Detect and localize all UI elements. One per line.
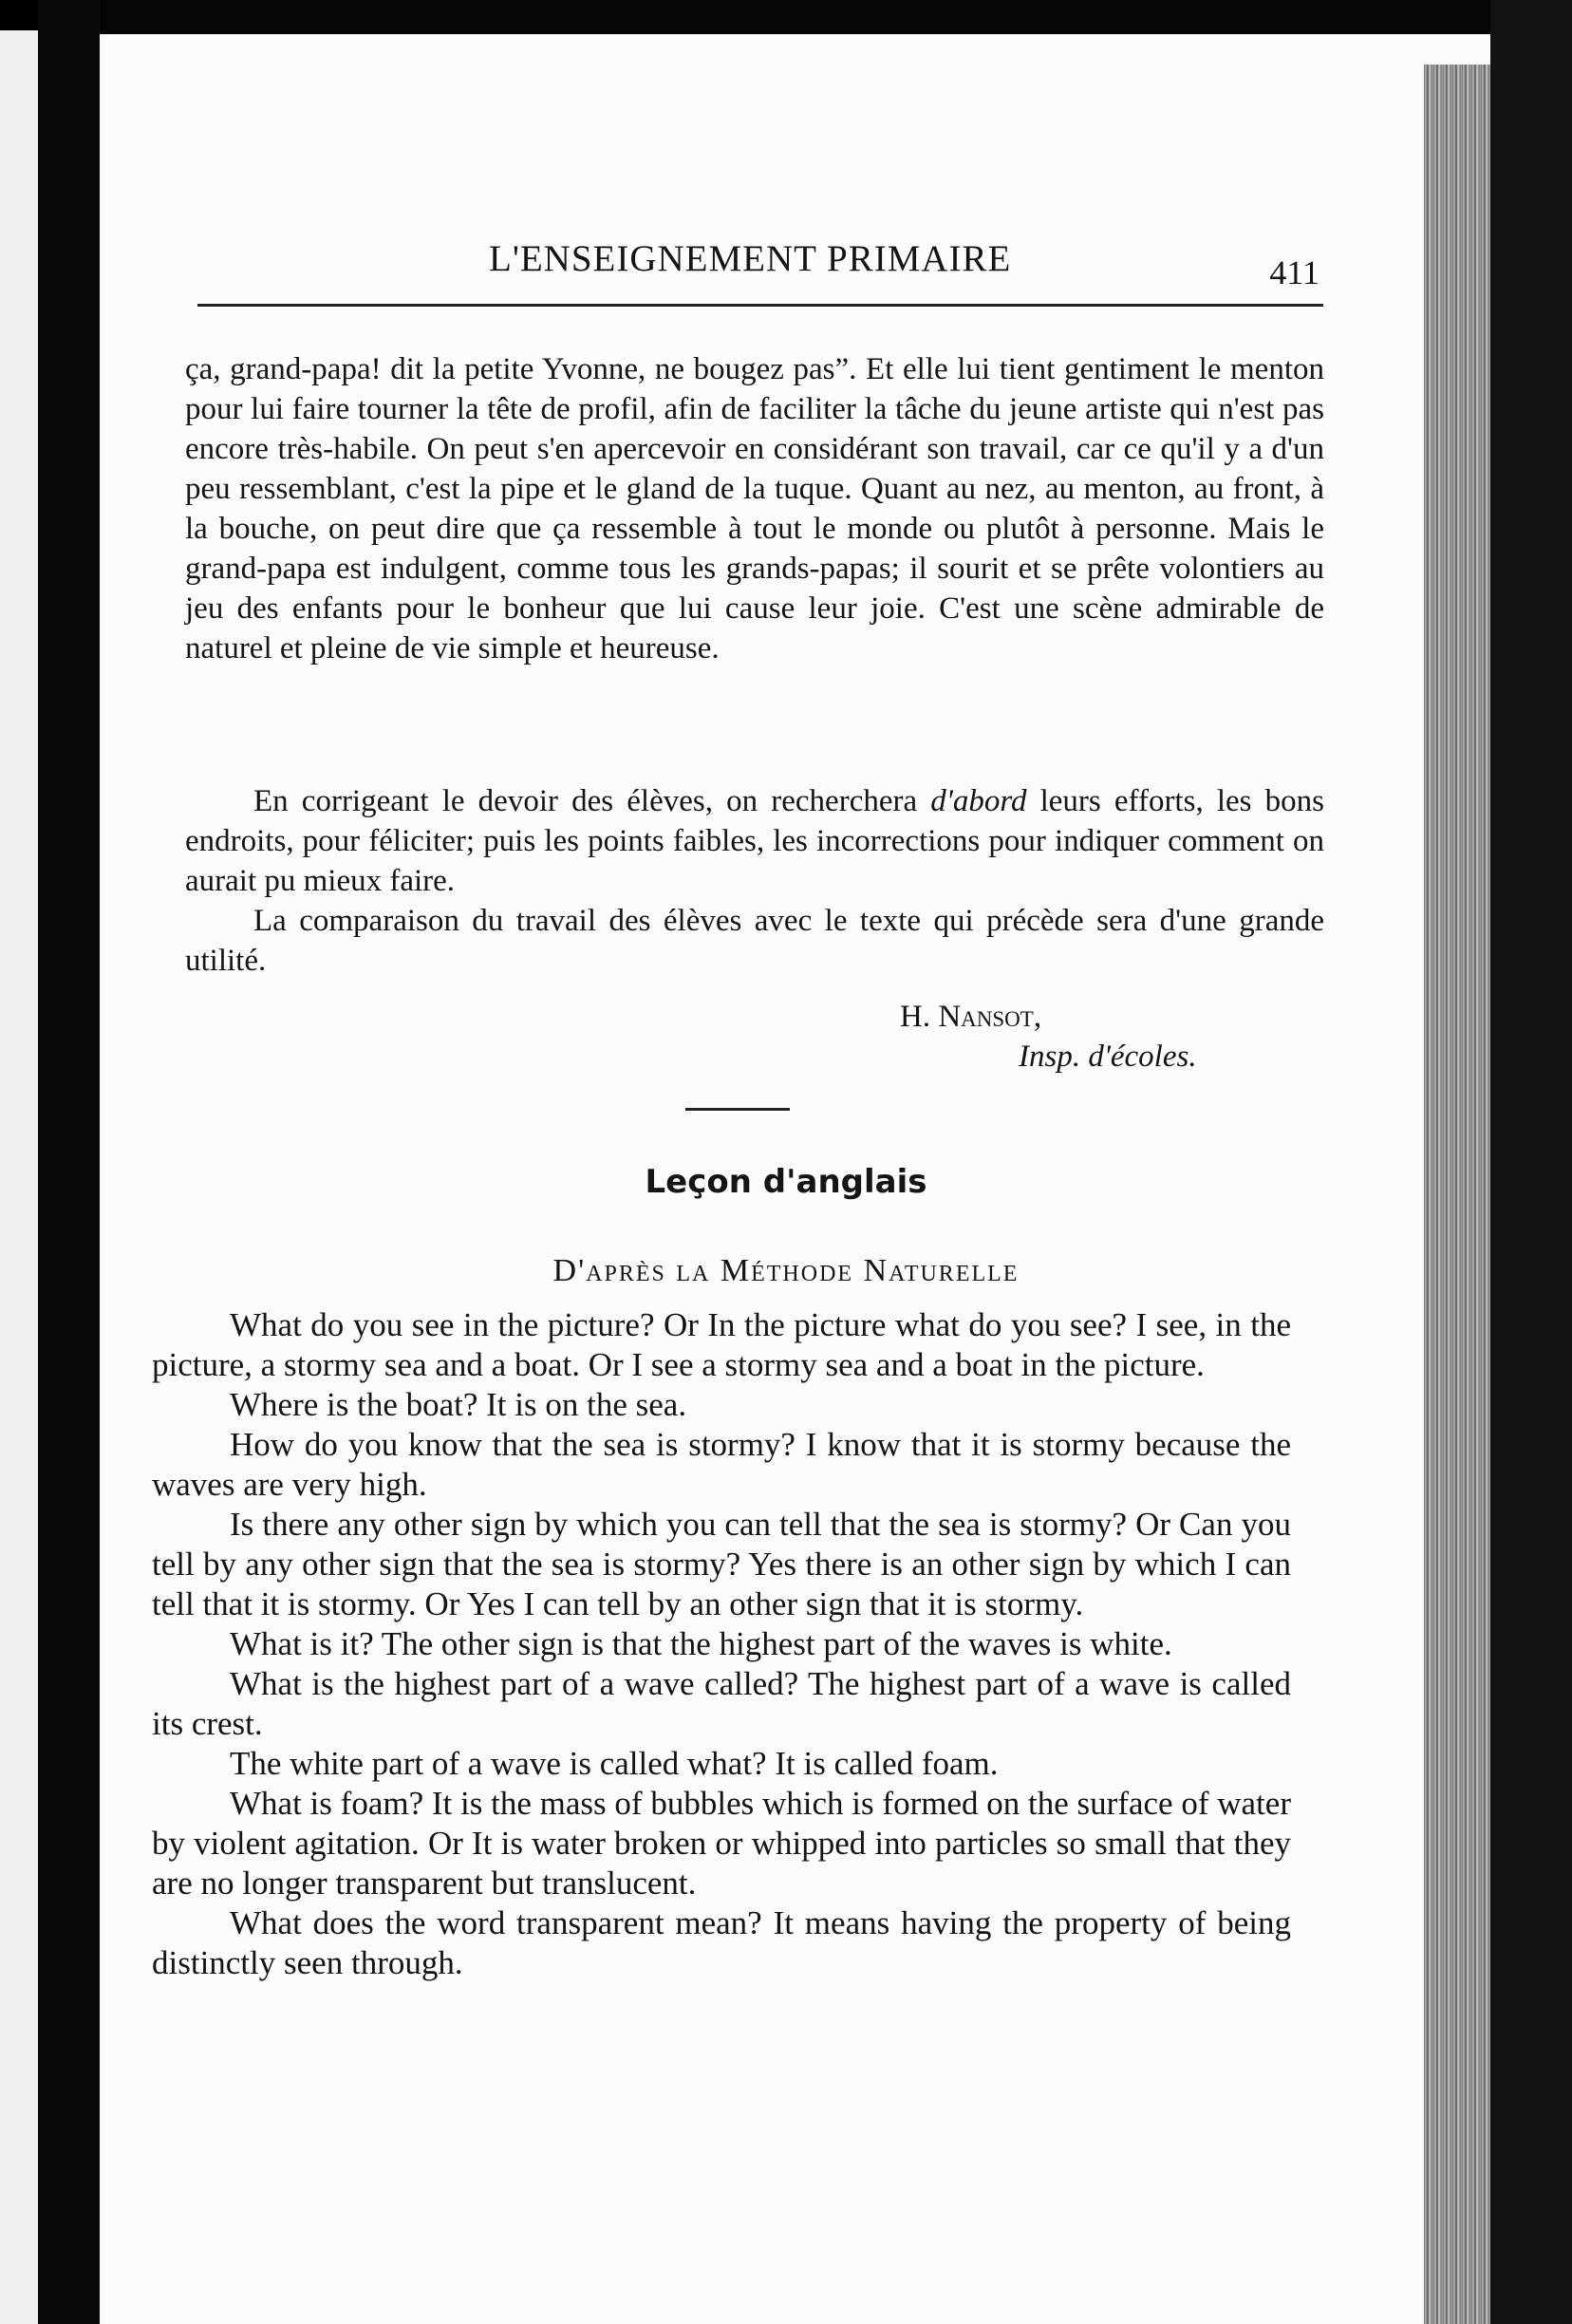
french-text: [185, 349, 1324, 668]
lesson-subtitle: D'après la Méthode Naturelle: [552, 1253, 1020, 1288]
emphasis: d'abord: [930, 784, 1027, 818]
page-number: 411: [1269, 253, 1319, 291]
paragraph: La comparaison du travail des élèves avec le texte qui précède sera d'une grande utilité.: [185, 904, 1324, 978]
book-gutter: [38, 0, 100, 2324]
qa-paragraph: What is foam? It is the mass of bubbles which is formed on the surface of water by violent agitation. Or It is water broken or whipped into particles so small that they are no longer transparent but translucent.: [152, 1785, 1291, 1902]
qa-paragraph: What do you see in the picture? Or In the picture what do you see? I see, in the picture, a stormy sea and a boat. Or I see a stormy sea and a boat in the picture.: [152, 1306, 1291, 1383]
qa-paragraph: Is there any other sign by which you can tell that the sea is stormy? Or Can you tell by any other sign that the sea is stormy? Yes there is an other sign by which I can tell that it is stormy. Or Yes I can tell by an other sign that it is stormy.: [152, 1506, 1291, 1622]
signature-title: Insp. d'écoles.: [1019, 1040, 1197, 1074]
page-header: [199, 237, 1319, 294]
scan-top-border: [100, 0, 1572, 34]
running-title: L'ENSEIGNEMENT PRIMAIRE: [489, 238, 1012, 279]
correction-notes: [185, 781, 1324, 981]
english-lesson: [152, 1305, 1291, 1983]
qa-paragraph: The white part of a wave is called what? It is called foam.: [230, 1745, 999, 1782]
signature-name: H. Nansot,: [900, 1000, 1042, 1034]
header-rule: [197, 304, 1323, 307]
paragraph: ça, grand-papa! dit la petite Yvonne, ne bougez pas”. Et elle lui tient gentiment le menton pour lui faire tourner la tête de profil, afin de faciliter la tâche du jeune artiste qui n'est pas encore très-habile. On peut s'en apercevoir en considérant son travail, car ce qu'il y a d'un peu ressemblant, c'est la pipe et le gland de la tuque. Quant au nez, au menton, au front, à la bouche, on peut dire que ça ressemble à tout le monde ou plutôt à personne. Mais le grand-papa est indulgent, comme tous les grands-papas; il sourit et se prête volontiers au jeu des enfants pour le bonheur que lui cause leur joie. C'est une scène admirable de naturel et pleine de vie simple et heureuse.: [185, 352, 1324, 665]
lesson-title: Leçon d'anglais: [645, 1163, 927, 1201]
signature: [900, 997, 1197, 1077]
qa-paragraph: What does the word transparent mean? It means having the property of being distinctly seen through.: [152, 1904, 1291, 1981]
qa-paragraph: How do you know that the sea is stormy? I know that it is stormy because the waves are very high.: [152, 1426, 1291, 1503]
qa-paragraph: What is the highest part of a wave called? The highest part of a wave is called its crest.: [152, 1665, 1291, 1742]
paragraph: En corrigeant le devoir des élèves, on recherchera d'abord leurs efforts, les bons endroits, pour féliciter; puis les points faibles, les incorrections pour indiquer comment on aurait pu mieux faire.: [185, 784, 1324, 898]
qa-paragraph: What is it? The other sign is that the highest part of the waves is white.: [230, 1625, 1172, 1662]
scan-right-border: [1490, 0, 1572, 2324]
qa-paragraph: Where is the boat? It is on the sea.: [230, 1386, 687, 1423]
section-separator: [685, 1108, 790, 1111]
